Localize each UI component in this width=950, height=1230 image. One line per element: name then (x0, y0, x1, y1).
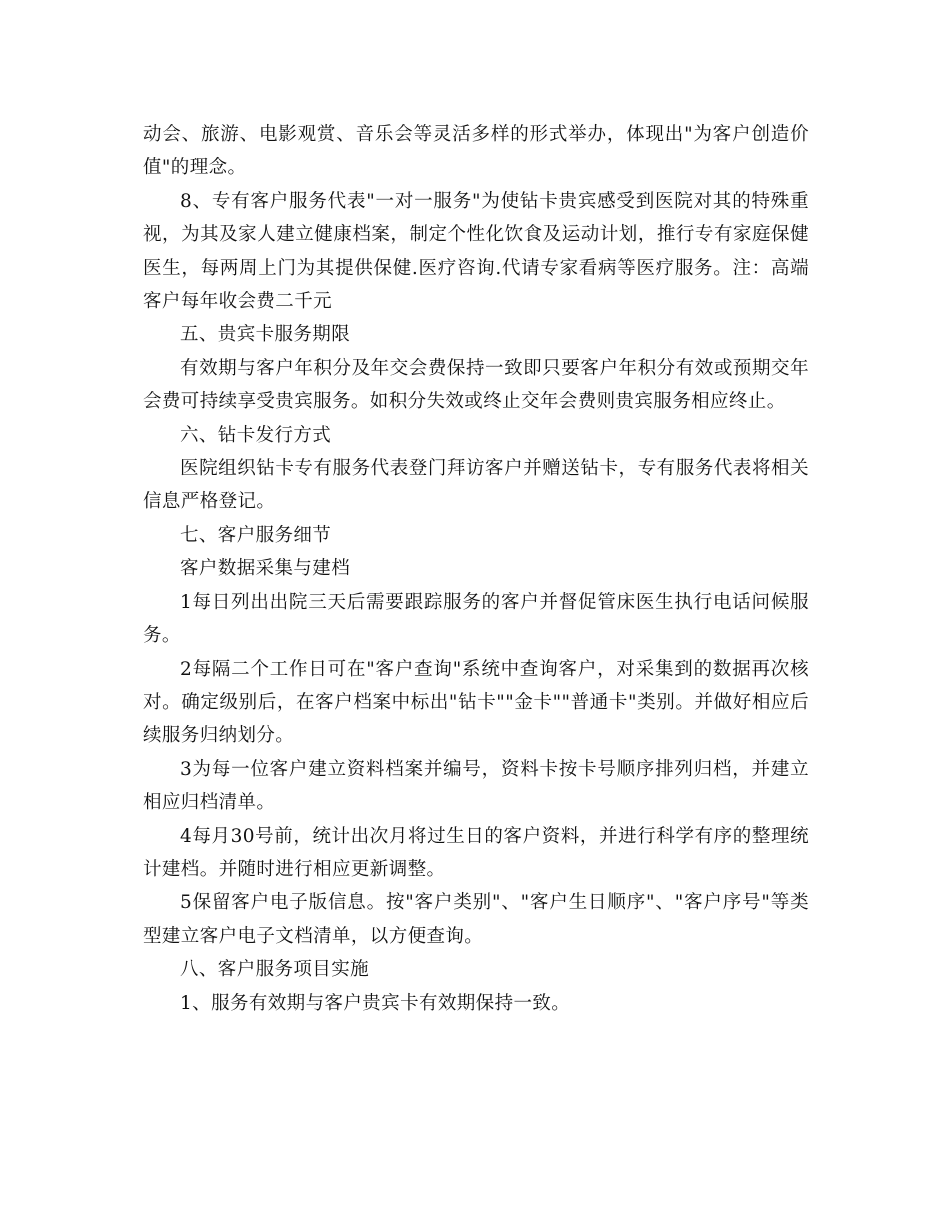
list-item-5: 5保留客户电子版信息。按"客户类别"、"客户生日顺序"、"客户序号"等类型建立客户电子文档清单，以方便查询。 (143, 892, 809, 947)
paragraph-item-8: 8、专有客户服务代表"一对一服务"为使钻卡贵宾感受到医院对其的特殊重视，为其及家人建立健康档案，制定个性化饮食及运动计划，推行专有家庭保健医生，每两周上门为其提供保健.医疗咨询.代请专家看病等医疗服务。注：高端客户每年收会费二千元 (143, 190, 809, 313)
section-heading-7: 七、客户服务细节 (180, 524, 332, 546)
list-item-1: 1每日列出出院三天后需要跟踪服务的客户并督促管床医生执行电话问候服务。 (143, 591, 809, 647)
list-item-4: 4每月30号前，统计出次月将过生日的客户资料，并进行科学有序的整理统计建档。并随时进行相应更新调整。 (143, 825, 809, 880)
paragraph-continuation: 动会、旅游、电影观赏、音乐会等灵活多样的形式举办，体现出"为客户创造价值"的理念。 (143, 124, 809, 179)
section-heading-5: 五、贵宾卡服务期限 (180, 324, 351, 346)
paragraph-issuance: 医院组织钻卡专有服务代表登门拜访客户并赠送钻卡，专有服务代表将相关信息严格登记。 (143, 458, 809, 513)
section-heading-8: 八、客户服务项目实施 (180, 959, 370, 981)
list-item-2: 2每隔二个工作日可在"客户查询"系统中查询客户，对采集到的数据再次核对。确定级别后，在客户档案中标出"钻卡""金卡""普通卡"类别。并做好相应后续服务归纳划分。 (143, 658, 809, 747)
section-heading-6: 六、钻卡发行方式 (180, 424, 332, 446)
paragraph-validity: 有效期与客户年积分及年交会费保持一致即只要客户年积分有效或预期交年会费可持续享受贵宾服务。如积分失效或终止交年会费则贵宾服务相应终止。 (143, 357, 809, 413)
subheading-data-collection: 客户数据采集与建档 (180, 558, 351, 580)
list-item-3: 3为每一位客户建立资料档案并编号，资料卡按卡号顺序排列归档，并建立相应归档清单。 (143, 758, 809, 814)
document-body (143, 118, 809, 1020)
list-item-service-validity: 1、服务有效期与客户贵宾卡有效期保持一致。 (180, 992, 571, 1014)
